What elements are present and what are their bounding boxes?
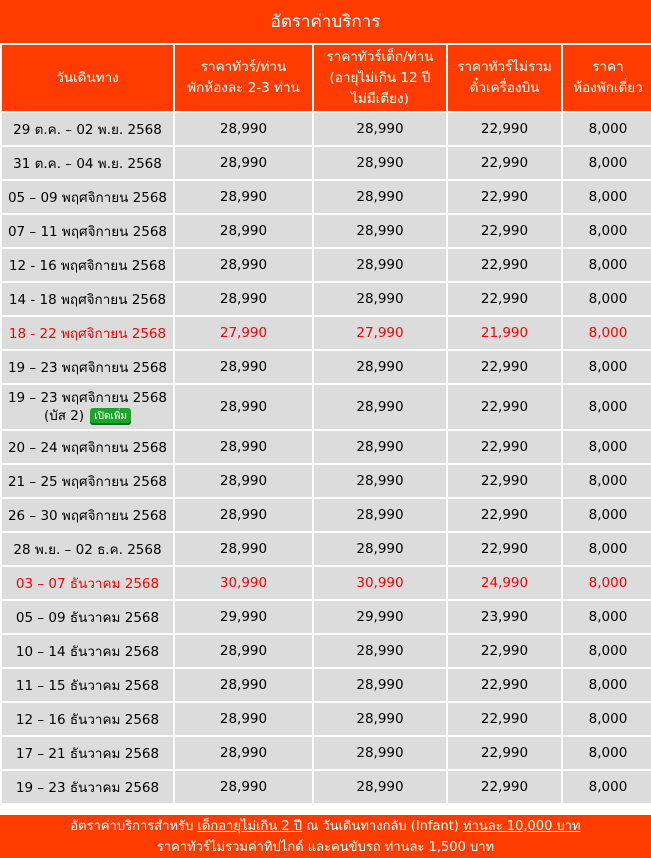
- cell-adult-price: 28,990: [175, 113, 312, 145]
- table-row: [2, 317, 651, 349]
- cell-date: 17 – 21 ธันวาคม 2568: [2, 737, 173, 769]
- cell-date: 05 – 09 พฤศจิกายน 2568: [2, 181, 173, 213]
- cell-date: 11 – 15 ธันวาคม 2568: [2, 669, 173, 701]
- cell-adult-price: 28,990: [175, 249, 312, 281]
- cell-single-room: 8,000: [563, 181, 651, 213]
- cell-adult-price: 28,990: [175, 703, 312, 735]
- cell-child-price: 30,990: [314, 567, 446, 599]
- footer-line-tip: ราคาทัวร์ไม่รวมค่าทิปไกด์ และคนขับรถ ท่านละ 1,500 บาท: [156, 839, 495, 855]
- table-row: [2, 249, 651, 281]
- cell-single-room: 8,000: [563, 635, 651, 667]
- cell-adult-price: 30,990: [175, 567, 312, 599]
- cell-no-ticket-price: 22,990: [448, 147, 561, 179]
- cell-adult-price: 28,990: [175, 737, 312, 769]
- cell-single-room: 8,000: [563, 113, 651, 145]
- cell-no-ticket-price: 22,990: [448, 113, 561, 145]
- cell-child-price: 28,990: [314, 215, 446, 247]
- cell-single-room: 8,000: [563, 431, 651, 463]
- cell-date: 12 - 16 พฤศจิกายน 2568: [2, 249, 173, 281]
- cell-child-price: 28,990: [314, 249, 446, 281]
- table-row: [2, 283, 651, 315]
- cell-child-price: 28,990: [314, 431, 446, 463]
- cell-date: 19 – 23 พฤศจิกายน 2568 (บัส 2) เปิดเพิ่ม: [2, 385, 173, 429]
- cell-date: 05 – 09 ธันวาคม 2568: [2, 601, 173, 633]
- cell-no-ticket-price: 22,990: [448, 465, 561, 497]
- table-row: [2, 431, 651, 463]
- footer-notes: [0, 815, 651, 858]
- header-no-ticket-price: ราคาทัวร์ไม่รวม ตั๋วเครื่องบิน: [448, 45, 561, 111]
- cell-adult-price: 28,990: [175, 385, 312, 429]
- cell-child-price: 28,990: [314, 771, 446, 803]
- cell-no-ticket-price: 22,990: [448, 249, 561, 281]
- cell-child-price: 28,990: [314, 465, 446, 497]
- cell-child-price: 28,990: [314, 737, 446, 769]
- cell-no-ticket-price: 22,990: [448, 635, 561, 667]
- cell-adult-price: 28,990: [175, 465, 312, 497]
- cell-single-room: 8,000: [563, 215, 651, 247]
- cell-child-price: 28,990: [314, 113, 446, 145]
- table-row: [2, 351, 651, 383]
- cell-no-ticket-price: 22,990: [448, 771, 561, 803]
- cell-adult-price: 28,990: [175, 533, 312, 565]
- cell-no-ticket-price: 22,990: [448, 385, 561, 429]
- cell-child-price: 28,990: [314, 703, 446, 735]
- cell-no-ticket-price: 21,990: [448, 317, 561, 349]
- table-row: [2, 771, 651, 803]
- cell-single-room: 8,000: [563, 249, 651, 281]
- cell-child-price: 28,990: [314, 181, 446, 213]
- cell-single-room: 8,000: [563, 737, 651, 769]
- cell-date: 26 – 30 พฤศจิกายน 2568: [2, 499, 173, 531]
- cell-date: 28 พ.ย. – 02 ธ.ค. 2568: [2, 533, 173, 565]
- header-date: วันเดินทาง: [2, 45, 173, 111]
- table-row: [2, 601, 651, 633]
- cell-child-price: 28,990: [314, 635, 446, 667]
- table-row: [2, 703, 651, 735]
- cell-single-room: 8,000: [563, 567, 651, 599]
- table-row: [2, 669, 651, 701]
- table-row: [2, 737, 651, 769]
- cell-date: 12 – 16 ธันวาคม 2568: [2, 703, 173, 735]
- cell-no-ticket-price: 22,990: [448, 499, 561, 531]
- header-child-price: ราคาทัวร์เด็ก/ท่าน (อายุไม่เกิน 12 ปี ไม่มีเตียง): [314, 45, 446, 111]
- cell-single-room: 8,000: [563, 283, 651, 315]
- cell-date: 20 – 24 พฤศจิกายน 2568: [2, 431, 173, 463]
- cell-single-room: 8,000: [563, 385, 651, 429]
- table-row: [2, 113, 651, 145]
- cell-child-price: 29,990: [314, 601, 446, 633]
- cell-no-ticket-price: 22,990: [448, 737, 561, 769]
- cell-date: 03 – 07 ธันวาคม 2568: [2, 567, 173, 599]
- cell-single-room: 8,000: [563, 669, 651, 701]
- cell-child-price: 28,990: [314, 351, 446, 383]
- table-row: [2, 181, 651, 213]
- cell-adult-price: 28,990: [175, 771, 312, 803]
- table-row: [2, 533, 651, 565]
- cell-adult-price: 28,990: [175, 351, 312, 383]
- table-row: [2, 567, 651, 599]
- cell-single-room: 8,000: [563, 533, 651, 565]
- cell-no-ticket-price: 22,990: [448, 533, 561, 565]
- cell-date: 21 – 25 พฤศจิกายน 2568: [2, 465, 173, 497]
- cell-single-room: 8,000: [563, 351, 651, 383]
- cell-single-room: 8,000: [563, 601, 651, 633]
- cell-adult-price: 27,990: [175, 317, 312, 349]
- table-row: [2, 635, 651, 667]
- cell-no-ticket-price: 23,990: [448, 601, 561, 633]
- cell-date: 14 - 18 พฤศจิกายน 2568: [2, 283, 173, 315]
- cell-no-ticket-price: 22,990: [448, 703, 561, 735]
- cell-single-room: 8,000: [563, 465, 651, 497]
- cell-adult-price: 28,990: [175, 147, 312, 179]
- cell-adult-price: 28,990: [175, 635, 312, 667]
- cell-date: 29 ต.ค. – 02 พ.ย. 2568: [2, 113, 173, 145]
- table-row: [2, 147, 651, 179]
- cell-date: 07 – 11 พฤศจิกายน 2568: [2, 215, 173, 247]
- footer-line-infant: อัตราค่าบริการสำหรับ เด็กอายุไม่เกิน 2 ปี ณ วันเดินทางกลับ (Infant) ท่านละ 10,000 บาท: [70, 818, 581, 834]
- table-row: [2, 465, 651, 497]
- cell-adult-price: 29,990: [175, 601, 312, 633]
- cell-child-price: 28,990: [314, 147, 446, 179]
- cell-child-price: 28,990: [314, 283, 446, 315]
- cell-single-room: 8,000: [563, 771, 651, 803]
- cell-no-ticket-price: 22,990: [448, 431, 561, 463]
- cell-adult-price: 28,990: [175, 215, 312, 247]
- table-row: [2, 499, 651, 531]
- cell-no-ticket-price: 22,990: [448, 215, 561, 247]
- cell-child-price: 28,990: [314, 499, 446, 531]
- cell-single-room: 8,000: [563, 703, 651, 735]
- cell-single-room: 8,000: [563, 499, 651, 531]
- cell-child-price: 28,990: [314, 533, 446, 565]
- cell-date: 10 – 14 ธันวาคม 2568: [2, 635, 173, 667]
- cell-single-room: 8,000: [563, 317, 651, 349]
- cell-no-ticket-price: 22,990: [448, 181, 561, 213]
- page-title: อัตราค่าบริการ: [0, 0, 651, 43]
- header-single-room: ราคา ห้องพักเดี่ยว: [563, 45, 651, 111]
- cell-child-price: 28,990: [314, 385, 446, 429]
- cell-no-ticket-price: 22,990: [448, 351, 561, 383]
- cell-no-ticket-price: 24,990: [448, 567, 561, 599]
- price-table: [0, 43, 651, 805]
- cell-no-ticket-price: 22,990: [448, 669, 561, 701]
- cell-date: 19 – 23 ธันวาคม 2568: [2, 771, 173, 803]
- cell-child-price: 27,990: [314, 317, 446, 349]
- table-row: [2, 385, 651, 429]
- cell-no-ticket-price: 22,990: [448, 283, 561, 315]
- cell-adult-price: 28,990: [175, 669, 312, 701]
- cell-adult-price: 28,990: [175, 499, 312, 531]
- cell-date: 31 ต.ค. – 04 พ.ย. 2568: [2, 147, 173, 179]
- table-row: [2, 215, 651, 247]
- cell-adult-price: 28,990: [175, 283, 312, 315]
- cell-adult-price: 28,990: [175, 431, 312, 463]
- cell-child-price: 28,990: [314, 669, 446, 701]
- cell-date: 18 - 22 พฤศจิกายน 2568: [2, 317, 173, 349]
- table-header-row: [2, 45, 651, 111]
- cell-single-room: 8,000: [563, 147, 651, 179]
- new-round-badge: เปิดเพิ่ม: [90, 408, 131, 425]
- header-adult-price: ราคาทัวร์/ท่าน พักห้องละ 2-3 ท่าน: [175, 45, 312, 111]
- cell-date: 19 – 23 พฤศจิกายน 2568: [2, 351, 173, 383]
- cell-adult-price: 28,990: [175, 181, 312, 213]
